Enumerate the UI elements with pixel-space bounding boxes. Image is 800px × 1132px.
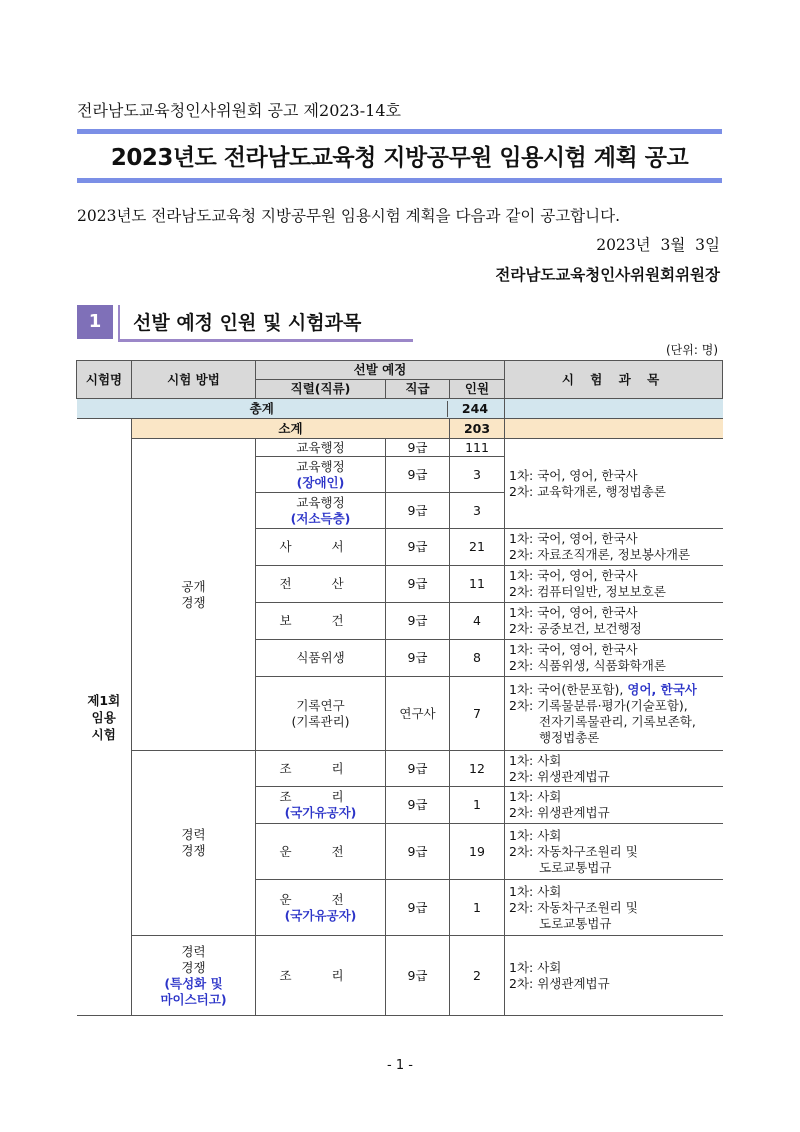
subjects-admin-2: 2차: 교육학개론, 행정법총론 [509,483,666,499]
grade-r13: 9급 [386,936,450,1016]
subjects-r7-1: 1차: 국어, 영어, 한국사 [509,642,638,657]
method-career [132,751,256,936]
series-r2-note: (장애인) [296,474,345,490]
method-career-label: 경력 경쟁 [181,827,206,858]
signer: 전라남도교육청인사위원회위원장 [495,265,720,284]
section-underline [118,339,413,342]
header-count: 인원 [450,380,505,399]
method-career-special-note: (특성화 및 마이스터고) [160,975,227,1007]
count-r8: 7 [450,677,505,751]
series-r2-name: 교육행정 [296,458,345,474]
notice-date: 2023년 3월 3일 [596,236,720,254]
count-r3: 3 [450,493,505,529]
series-r4: 사 서 [256,529,386,566]
header-planned: 선발 예정 [256,361,505,380]
subjects-r8 [505,677,723,751]
subjects-r5-2: 2차: 컴퓨터일반, 정보보호론 [509,584,666,599]
series-r8 [256,677,386,751]
grade-r2: 9급 [386,457,450,493]
subjects-r6 [505,603,723,640]
series-r10-note: (국가유공자) [284,805,357,820]
subjects-r5-1: 1차: 국어, 영어, 한국사 [509,568,638,583]
section-title: 선발 예정 인원 및 시험과목 [133,312,362,334]
header-grade: 직급 [386,380,450,399]
subjects-r12-1: 1차: 사회 [509,883,562,899]
count-r2: 3 [450,457,505,493]
subjects-r8-1 [509,682,721,698]
series-r10 [256,787,386,824]
subjects-r13-2: 2차: 위생관계법규 [509,975,610,991]
subtotal-subjects-empty [505,419,723,439]
subjects-r8-1a: 1차: 국어(한문포함), [509,681,628,697]
count-r1: 111 [450,439,505,457]
count-r11: 19 [450,824,505,880]
count-r5: 11 [450,566,505,603]
subjects-r13 [505,936,723,1016]
subjects-r11-1: 1차: 사회 [509,827,562,843]
subjects-r6-1: 1차: 국어, 영어, 한국사 [509,605,638,620]
exam-name: 제1회 임용 시험 [87,692,121,742]
series-r1: 교육행정 [256,439,386,457]
series-r6: 보 건 [256,603,386,640]
count-r10: 1 [450,787,505,824]
subjects-r7 [505,640,723,677]
document-title: 2023년도 전라남도교육청 지방공무원 임용시험 계획 공고 [110,145,689,171]
grade-r7: 9급 [386,640,450,677]
series-r7: 식품위생 [256,640,386,677]
subjects-r8-1b: 영어, 한국사 [627,681,697,697]
grade-r11: 9급 [386,824,450,880]
count-r4: 21 [450,529,505,566]
grade-r1: 9급 [386,439,450,457]
count-r12: 1 [450,880,505,936]
count-r13: 2 [450,936,505,1016]
grade-r8: 연구사 [386,677,450,751]
total-label: 총계 [249,400,274,416]
grade-r3: 9급 [386,493,450,529]
subjects-r10-2: 2차: 위생관계법규 [509,805,610,820]
selection-table [76,360,723,1016]
grade-r10: 9급 [386,787,450,824]
series-r5: 전 산 [256,566,386,603]
count-r6: 4 [450,603,505,640]
subjects-r8-2b: 전자기록물관리, 기록보존학, [539,713,696,729]
series-r12 [256,880,386,936]
subjects-r12-2b: 도로교통법규 [539,915,612,931]
method-career-special-label: 경력 경쟁 [181,943,206,975]
subjects-r11 [505,824,723,880]
subjects-r10 [505,787,723,824]
subjects-admin [505,439,723,529]
subjects-r11-2b: 도로교통법규 [539,859,612,875]
subtotal-label: 소계 [132,419,450,439]
series-r2 [256,457,386,493]
header-exam-name: 시험명 [77,361,132,399]
notice-number: 전라남도교육청인사위원회 공고 제2023-14호 [77,101,401,120]
method-career-special [132,936,256,1016]
subjects-r9-1: 1차: 사회 [509,752,562,768]
subjects-r8-2c: 행정법총론 [539,729,600,745]
series-r3-note: (저소득층) [290,510,351,526]
header-series: 직렬(직류) [256,380,386,399]
subjects-r5 [505,566,723,603]
grade-r6: 9급 [386,603,450,640]
section-number-badge: 1 [77,305,113,339]
series-r9: 조 리 [256,751,386,787]
series-r8-name: 기록연구 [296,697,345,713]
subjects-r4 [505,529,723,566]
series-r10-name: 조 리 [279,789,362,804]
subjects-r12 [505,880,723,936]
subjects-r11-2: 2차: 자동차구조원리 및 [509,843,638,859]
subjects-r8-2: 2차: 기록물분류·평가(기술포함), [509,697,688,713]
section-divider-vertical [118,305,120,342]
count-r9: 12 [450,751,505,787]
unit-label: (단위: 명) [666,343,718,357]
subjects-r7-2: 2차: 식품위생, 식품화학개론 [509,658,666,673]
grade-r4: 9급 [386,529,450,566]
subjects-r9 [505,751,723,787]
grade-r5: 9급 [386,566,450,603]
title-rule-bottom [77,178,722,183]
grade-r9: 9급 [386,751,450,787]
series-r3-name: 교육행정 [296,494,345,510]
total-row [77,399,505,419]
subjects-r6-2: 2차: 공중보건, 보건행정 [509,621,642,636]
subjects-r13-1: 1차: 사회 [509,959,562,975]
series-r12-note: (국가유공자) [284,907,357,923]
page-number: - 1 - [387,1058,413,1073]
exam-name-cell [77,419,132,1016]
total-subjects-empty [505,399,723,419]
subjects-admin-1: 1차: 국어, 영어, 한국사 [509,467,638,483]
total-value: 244 [447,401,502,417]
subtotal-value: 203 [450,419,505,439]
method-open [132,439,256,751]
grade-r12: 9급 [386,880,450,936]
subjects-r9-2: 2차: 위생관계법규 [509,768,610,784]
title-rule-top [77,129,722,134]
series-r13: 조 리 [256,936,386,1016]
header-subjects: 시 험 과 목 [505,361,723,399]
count-r7: 8 [450,640,505,677]
series-r3 [256,493,386,529]
method-open-label: 공개 경쟁 [181,578,206,610]
subjects-r4-2: 2차: 자료조직개론, 정보봉사개론 [509,547,691,562]
series-r8-note: (기록관리) [291,713,350,729]
series-r12-name: 운 전 [279,891,362,907]
subjects-r12-2: 2차: 자동차구조원리 및 [509,899,638,915]
subjects-r10-1: 1차: 사회 [509,789,562,804]
header-method: 시험 방법 [132,361,256,399]
subjects-r4-1: 1차: 국어, 영어, 한국사 [509,531,638,546]
series-r11: 운 전 [256,824,386,880]
intro-text: 2023년도 전라남도교육청 지방공무원 임용시험 계획을 다음과 같이 공고합니다. [77,207,621,225]
